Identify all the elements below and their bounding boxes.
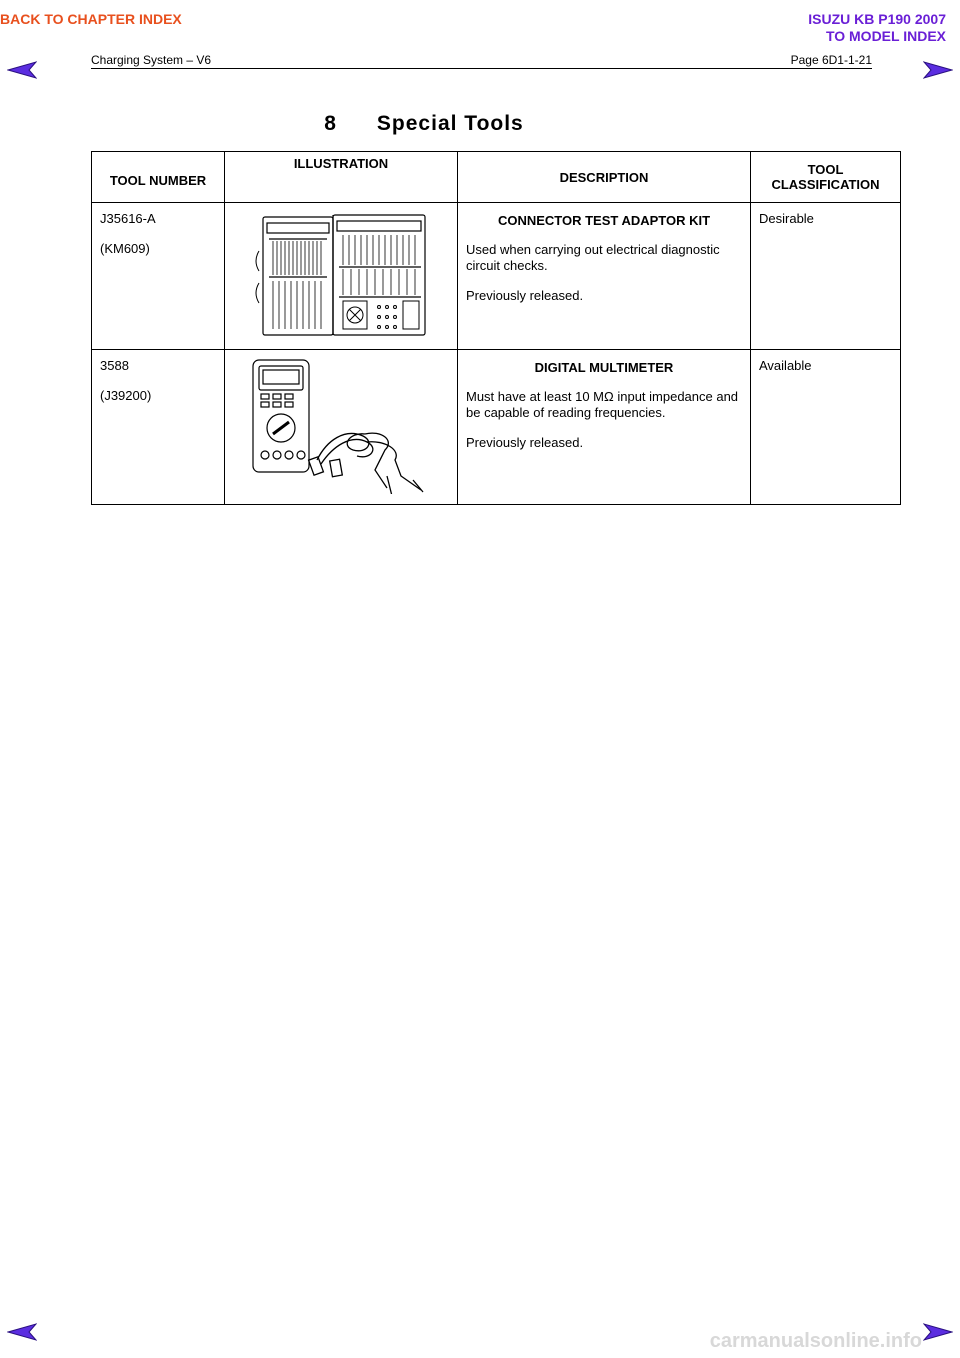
- tool-number: 3588: [100, 358, 129, 373]
- tool-release-note: Previously released.: [466, 288, 584, 303]
- special-tools-table: [91, 151, 901, 505]
- model-index-line[interactable]: TO MODEL INDEX: [825, 28, 946, 44]
- tool-description-title: CONNECTOR TEST ADAPTOR KIT: [497, 213, 711, 228]
- table-row: [92, 350, 901, 505]
- section-title-text: Special Tools: [376, 112, 524, 135]
- tool-description-title: DIGITAL MULTIMETER: [534, 360, 674, 375]
- description-cell: [458, 350, 751, 505]
- next-page-arrow-icon[interactable]: [923, 61, 953, 79]
- tool-classification: Available: [759, 358, 812, 373]
- classification-cell: [751, 203, 901, 350]
- section-number: 8: [324, 112, 337, 135]
- tool-number-cell: [92, 203, 225, 350]
- tool-classification: Desirable: [759, 211, 814, 226]
- tool-alt-number: (KM609): [100, 241, 150, 256]
- header-rule: [91, 68, 872, 69]
- illustration-cell: [225, 350, 458, 505]
- table-header-row: [92, 152, 901, 203]
- model-index-link[interactable]: [808, 11, 946, 45]
- header-page-number: Page 6D1-1-21: [790, 53, 872, 67]
- site-watermark: carmanualsonline.info: [709, 1330, 922, 1352]
- tool-number: J35616-A: [100, 211, 156, 226]
- tool-release-note: Previously released.: [466, 435, 584, 450]
- next-page-arrow-bottom-icon[interactable]: [923, 1323, 953, 1341]
- tool-description-text: Must have at least 10 MΩ input impedance and be capable of reading frequencies.: [466, 389, 739, 420]
- model-title-line[interactable]: ISUZU KB P190 2007: [808, 11, 946, 27]
- description-cell: [458, 203, 751, 350]
- header-illustration: ILLUSTRATION: [225, 152, 458, 203]
- header-chapter-title: Charging System – V6: [91, 53, 212, 67]
- tool-number-cell: [92, 350, 225, 505]
- connector-test-adaptor-kit-illustration-icon: [225, 203, 449, 339]
- classification-cell: [751, 350, 901, 505]
- header-tool-classification: TOOL CLASSIFICATION: [751, 152, 901, 203]
- back-to-chapter-index-link[interactable]: BACK TO CHAPTER INDEX: [0, 11, 182, 27]
- header-description: DESCRIPTION: [458, 152, 751, 203]
- table-row: [92, 203, 901, 350]
- tool-description-text: Used when carrying out electrical diagnostic circuit checks.: [466, 242, 720, 273]
- tool-alt-number: (J39200): [100, 388, 152, 403]
- header-tool-number: TOOL NUMBER: [92, 152, 225, 203]
- section-title: [0, 112, 848, 136]
- illustration-cell: [225, 203, 458, 350]
- previous-page-arrow-bottom-icon[interactable]: [7, 1323, 37, 1341]
- digital-multimeter-illustration-icon: [225, 350, 449, 494]
- previous-page-arrow-icon[interactable]: [7, 61, 37, 79]
